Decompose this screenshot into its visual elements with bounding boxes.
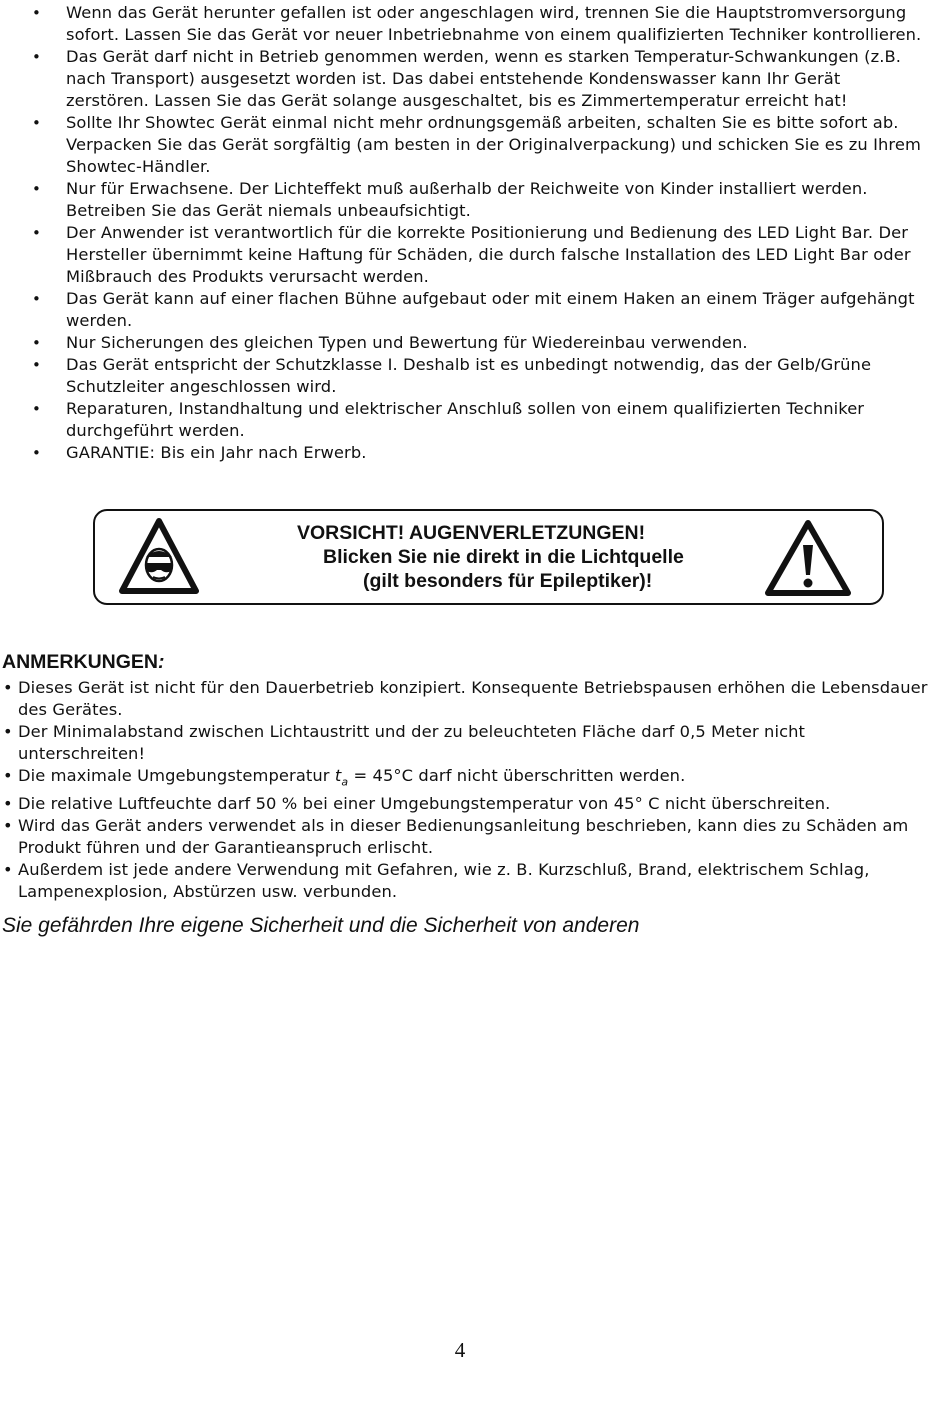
list-item: • Reparaturen, Instandhaltung und elektrischer Anschluß sollen von einem qualifizierten Techniker durchgeführt werden. xyxy=(0,398,950,442)
list-item: • Wenn das Gerät herunter gefallen ist oder angeschlagen wird, trennen Sie die Hauptstromversorgung sofort. Lassen Sie das Gerät vor neuer Inbetriebnahme von einem qualifizierten Techniker kontrollieren. xyxy=(0,2,950,46)
list-item: • Der Anwender ist verantwortlich für die korrekte Positionierung und Bedienung des LED Light Bar. Der Hersteller übernimmt keine Haftung für Schäden, die durch falsche Installation des LED Light Bar oder Mißbrauch des Produkts verursacht werden. xyxy=(0,222,950,288)
eye-protection-icon xyxy=(119,517,199,595)
temp-text-after: = 45°C darf nicht überschritten werden. xyxy=(348,766,686,785)
temp-subscript: a xyxy=(341,775,349,789)
page-number: 4 xyxy=(454,1338,466,1362)
notes-heading-colon: : xyxy=(158,651,165,673)
list-item: • Dieses Gerät ist nicht für den Dauerbetrieb konzipiert. Konsequente Betriebspausen erhöhen die Lebensdauer des Gerätes. xyxy=(0,677,950,721)
notes-heading-label: ANMERKUNGEN xyxy=(2,651,158,673)
temp-text-before: Die maximale Umgebungstemperatur xyxy=(18,766,335,785)
warning-line: Blicken Sie nie direkt in die Lichtquelle xyxy=(323,546,684,568)
list-item: • Der Minimalabstand zwischen Lichtaustritt und der zu beleuchteten Fläche darf 0,5 Meter nicht unterschreiten! xyxy=(0,721,950,765)
warning-line: (gilt besonders für Epileptiker)! xyxy=(363,570,653,592)
list-item: • GARANTIE: Bis ein Jahr nach Erwerb. xyxy=(0,442,950,464)
notes-list xyxy=(0,677,950,903)
exclamation-triangle-icon xyxy=(764,519,852,597)
list-item: • Das Gerät kann auf einer flachen Bühne aufgebaut oder mit einem Haken an einem Träger aufgehängt werden. xyxy=(0,288,950,332)
list-item: • Wird das Gerät anders verwendet als in dieser Bedienungsanleitung beschrieben, kann dies zu Schäden am Produkt führen und der Garantieanspruch erlischt. xyxy=(0,815,950,859)
warning-text xyxy=(285,521,735,593)
list-item: • Außerdem ist jede andere Verwendung mit Gefahren, wie z. B. Kurzschluß, Brand, elektrischem Schlag, Lampenexplosion, Abstürzen usw. verbunden. xyxy=(0,859,950,903)
warning-title: VORSICHT! AUGENVERLETZUNGEN! xyxy=(297,522,646,544)
safety-bullet-list xyxy=(0,2,950,464)
list-item: • Nur Sicherungen des gleichen Typen und Bewertung für Wiedereinbau verwenden. xyxy=(0,332,950,354)
list-item: • Sollte Ihr Showtec Gerät einmal nicht mehr ordnungsgemäß arbeiten, schalten Sie es bitte sofort ab. Verpacken Sie das Gerät sorgfältig (am besten in der Originalverpackung) und schicken Sie es zu Ihrem Showtec-Händler. xyxy=(0,112,950,178)
eye-injury-warning-box xyxy=(93,509,884,605)
list-item xyxy=(0,765,950,793)
list-item: • Das Gerät entspricht der Schutzklasse I. Deshalb ist es unbedingt notwendig, das der Gelb/Grüne Schutzleiter angeschlossen wird. xyxy=(0,354,950,398)
list-item: • Das Gerät darf nicht in Betrieb genommen werden, wenn es starken Temperatur-Schwankungen (z.B. nach Transport) ausgesetzt worden ist. Das dabei entstehende Kondenswasser kann Ihr Gerät zerstören. Lassen Sie das Gerät solange ausgeschaltet, bis es Zimmertemperatur erreicht hat! xyxy=(0,46,950,112)
temp-symbol: t xyxy=(334,766,342,785)
notes-heading xyxy=(2,651,165,674)
list-item: • Die relative Luftfeuchte darf 50 % bei einer Umgebungstemperatur von 45° C nicht überschreiten. xyxy=(0,793,950,815)
list-item: • Nur für Erwachsene. Der Lichteffekt muß außerhalb der Reichweite von Kinder installiert werden. Betreiben Sie das Gerät niemals unbeaufsichtigt. xyxy=(0,178,950,222)
safety-footer-line: Sie gefährden Ihre eigene Sicherheit und die Sicherheit von anderen xyxy=(2,914,640,937)
